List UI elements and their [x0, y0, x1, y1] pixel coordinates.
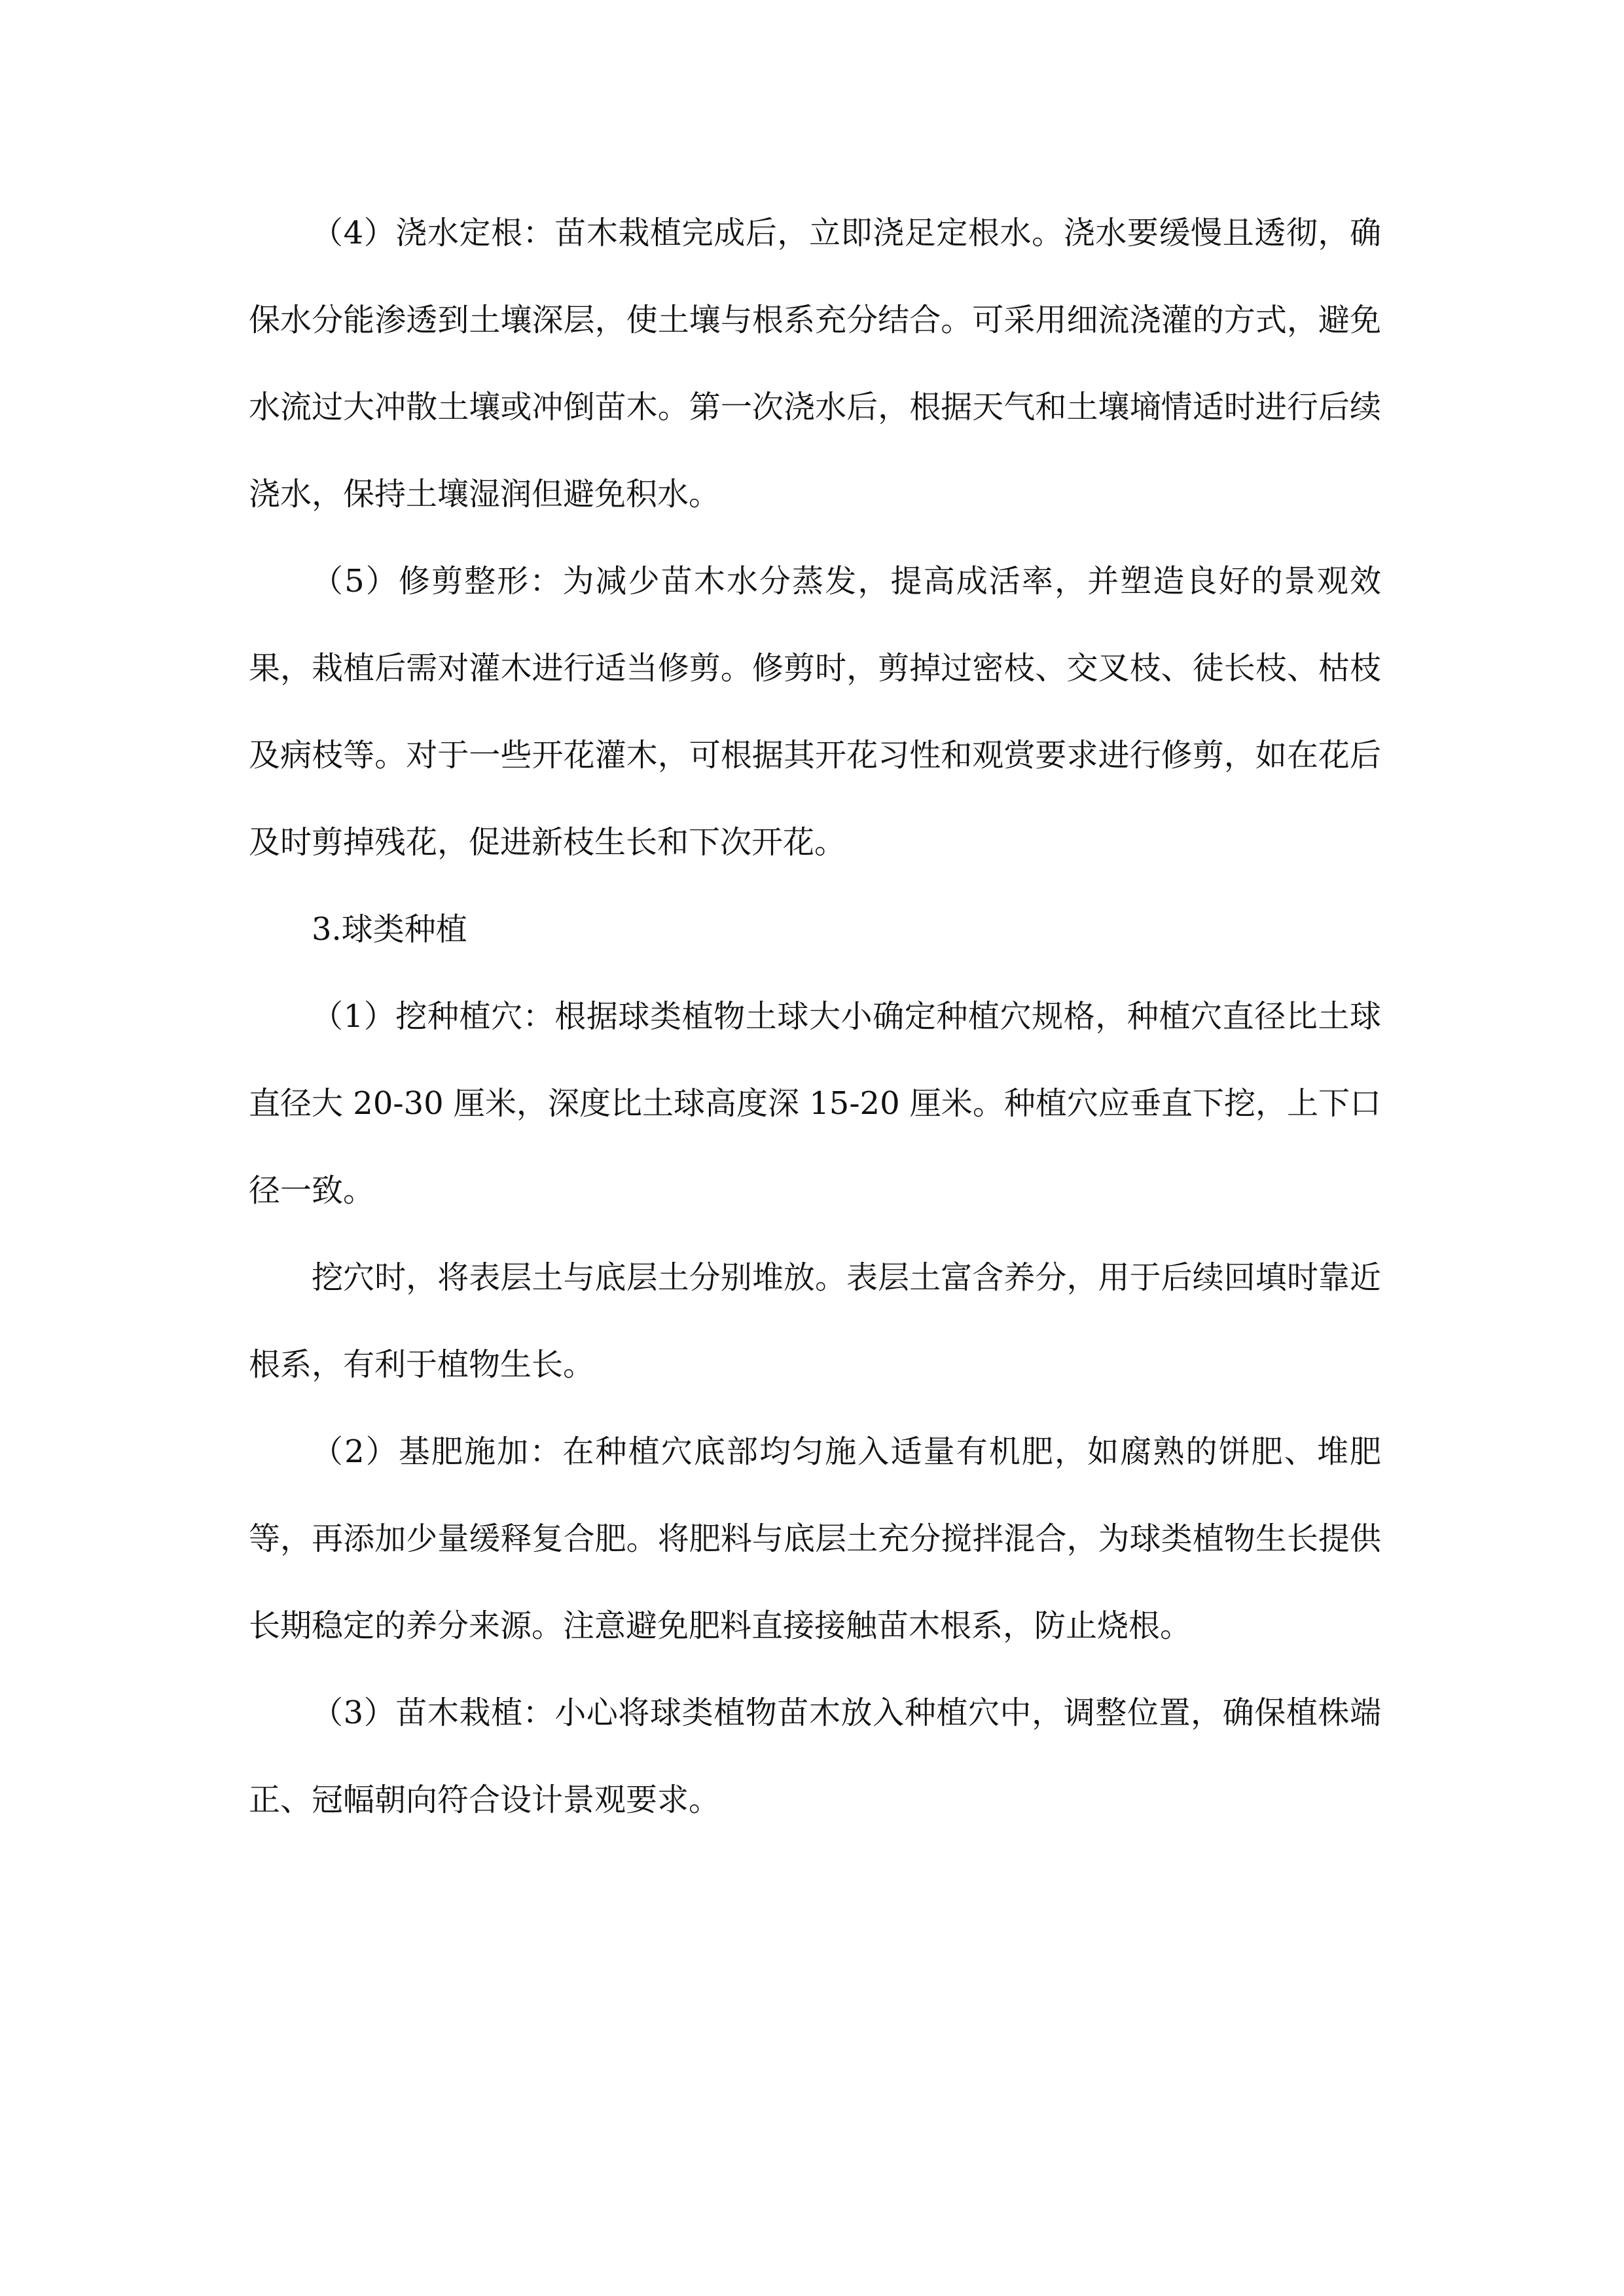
document-body [249, 190, 1381, 1844]
paragraph-base-fertilizer: （2）基肥施加：在种植穴底部均匀施入适量有机肥，如腐熟的饼肥、堆肥等，再添加少量缓释复合肥。将肥料与底层土充分搅拌混合，为球类植物生长提供长期稳定的养分来源。注意避免肥料直接接触苗木根系，防止烧根。 [249, 1433, 1381, 1644]
paragraph-digging-pits: （1）挖种植穴：根据球类植物土球大小确定种植穴规格，种植穴直径比土球直径大 20-30 厘米，深度比土球高度深 15-20 厘米。种植穴应垂直下挖，上下口径一致。 [249, 998, 1381, 1209]
paragraph-topsoil: 挖穴时，将表层土与底层土分别堆放。表层土富含养分，用于后续回填时靠近根系，有利于植物生长。 [249, 1259, 1381, 1383]
paragraph-pruning: （5）修剪整形：为减少苗木水分蒸发，提高成活率，并塑造良好的景观效果，栽植后需对灌木进行适当修剪。修剪时，剪掉过密枝、交叉枝、徒长枝、枯枝及病枝等。对于一些开花灌木，可根据其开花习性和观赏要求进行修剪，如在花后及时剪掉残花，促进新枝生长和下次开花。 [249, 563, 1381, 861]
paragraph-watering: （4）浇水定根：苗木栽植完成后，立即浇足定根水。浇水要缓慢且透彻，确保水分能渗透到土壤深层，使土壤与根系充分结合。可采用细流浇灌的方式，避免水流过大冲散土壤或冲倒苗木。第一次浇水后，根据天气和土壤墒情适时进行后续浇水，保持土壤湿润但避免积水。 [249, 215, 1381, 512]
section-heading-ball-planting: 3.球类种植 [312, 911, 467, 948]
paragraph-seedling-planting: （3）苗木栽植：小心将球类植物苗木放入种植穴中，调整位置，确保植株端正、冠幅朝向符合设计景观要求。 [249, 1695, 1381, 1818]
